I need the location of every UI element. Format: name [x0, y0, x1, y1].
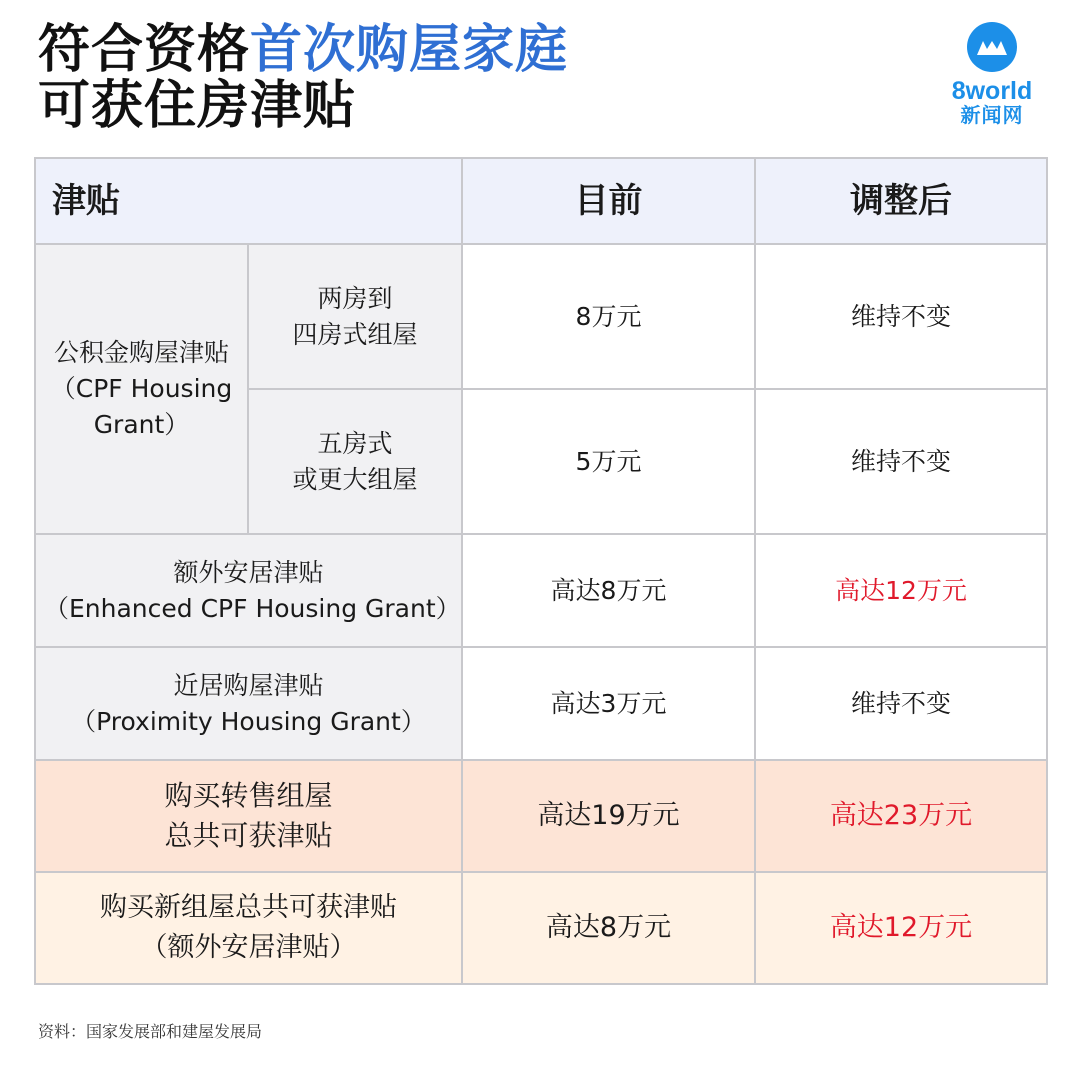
- flat-type-line: 四房式组屋: [292, 319, 418, 349]
- enhanced-label-en: （Enhanced CPF Housing Grant）: [44, 593, 461, 623]
- cpf-label-cn: 公积金购屋津贴: [53, 338, 229, 367]
- logo-brand: 8world: [951, 77, 1033, 105]
- resale-total-label: [35, 760, 462, 872]
- proximity-label-en: （Proximity Housing Grant）: [71, 706, 426, 736]
- current-value: 8万元: [462, 244, 755, 389]
- flat-type-cell: [248, 244, 462, 389]
- current-value: 5万元: [462, 389, 755, 534]
- new-flat-total-label: [35, 872, 462, 984]
- current-value: 高达19万元: [462, 760, 755, 872]
- enhanced-grant-label: [35, 534, 462, 647]
- flat-type-line: 五房式: [317, 428, 393, 458]
- header-grant: 津贴: [35, 158, 462, 244]
- adjusted-value: 高达23万元: [755, 760, 1047, 872]
- table-row: [35, 872, 1047, 984]
- page-title: [38, 22, 568, 134]
- current-value: 高达8万元: [462, 872, 755, 984]
- title-highlight: 首次购屋家庭: [250, 20, 569, 80]
- grant-table: [34, 157, 1048, 985]
- table-header-row: [35, 158, 1047, 244]
- header-current: 目前: [462, 158, 755, 244]
- title-line2: 可获住房津贴: [38, 76, 357, 136]
- flat-type-cell: [248, 389, 462, 534]
- resale-label-line: 购买转售组屋: [164, 779, 333, 812]
- adjusted-value: 维持不变: [755, 647, 1047, 760]
- proximity-grant-label: [35, 647, 462, 760]
- logo-icon: [967, 22, 1017, 72]
- cpf-grant-label: [35, 244, 248, 534]
- table-row: [35, 244, 1047, 389]
- header-adjusted: 调整后: [755, 158, 1047, 244]
- new-flat-label-line: （额外安居津贴）: [140, 932, 357, 963]
- source-note: 资料：国家发展部和建屋发展局: [38, 1022, 263, 1041]
- 8world-logo: [940, 22, 1044, 126]
- current-value: 高达3万元: [462, 647, 755, 760]
- adjusted-value: 高达12万元: [755, 872, 1047, 984]
- current-value: 高达8万元: [462, 534, 755, 647]
- adjusted-value: 高达12万元: [755, 534, 1047, 647]
- flat-type-line: 两房到: [317, 283, 393, 313]
- table-row: [35, 760, 1047, 872]
- proximity-label-cn: 近居购屋津贴: [173, 670, 324, 700]
- adjusted-value: 维持不变: [755, 244, 1047, 389]
- flat-type-line: 或更大组屋: [292, 464, 418, 494]
- cpf-label-en-1: （CPF Housing: [50, 374, 233, 403]
- logo-brand-cn: 新闻网: [960, 103, 1024, 127]
- table-row: [35, 534, 1047, 647]
- table-row: [35, 647, 1047, 760]
- adjusted-value: 维持不变: [755, 389, 1047, 534]
- title-line1: 符合资格: [38, 20, 251, 80]
- enhanced-label-cn: 额外安居津贴: [173, 557, 324, 587]
- cpf-label-en-2: Grant）: [93, 410, 190, 439]
- new-flat-label-line: 购买新组屋总共可获津贴: [100, 892, 397, 923]
- resale-label-line: 总共可获津贴: [164, 819, 333, 852]
